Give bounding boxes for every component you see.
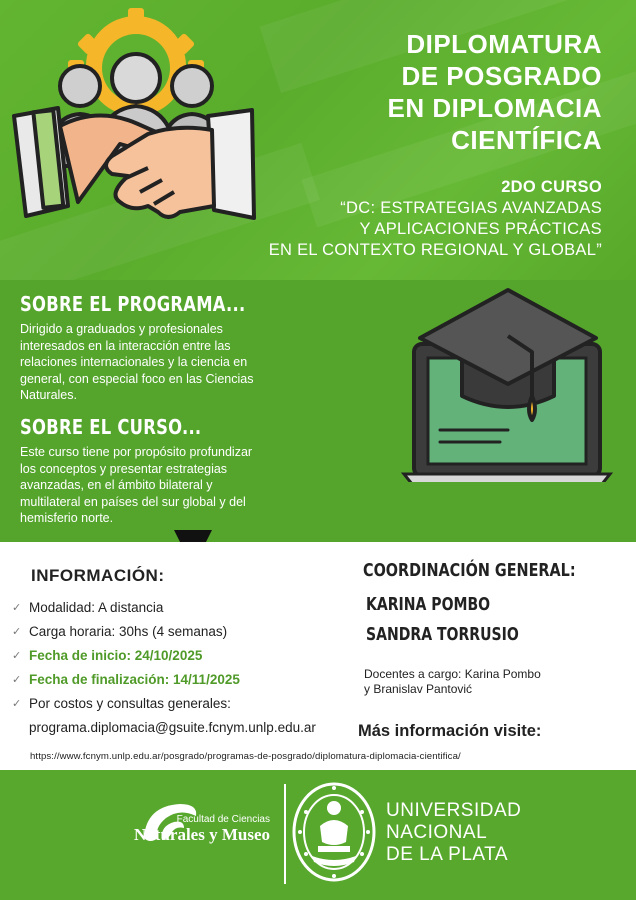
- course-body: Este curso tiene por propósito profundizar los conceptos y presentar estrategias avanzadas, en el ámbito bilateral y multilateral en países del sur global y del hemisferio norte.: [20, 445, 253, 525]
- course-title: 2DO CURSO “DC: ESTRATEGIAS AVANZADAS Y APLICACIONES PRÁCTICAS EN EL CONTEXTO REGIONAL Y GLOBAL”: [268, 178, 602, 259]
- more-info-label: Más información visite:: [358, 722, 542, 740]
- check-icon: ✓: [12, 674, 22, 686]
- hero-banner: [0, 0, 636, 280]
- info-list: [12, 596, 316, 740]
- coordination-title: COORDINACIÓN GENERAL:: [363, 560, 576, 581]
- university-name: UNIVERSIDAD NACIONAL DE LA PLATA: [386, 800, 522, 865]
- coordinator-name: SANDRA TORRUSIO: [366, 624, 519, 645]
- info-title: INFORMACIÓN:: [31, 566, 165, 585]
- check-icon: ✓: [12, 602, 22, 614]
- list-item: ✓ Carga horaria: 30hs (4 semanas): [12, 620, 316, 644]
- contact-email[interactable]: programa.diplomacia@gsuite.fcnym.unlp.edu.ar: [29, 720, 316, 735]
- coordinator-name: KARINA POMBO: [366, 594, 491, 615]
- university-seal-icon: [292, 782, 376, 882]
- docentes-text: Docentes a cargo: Karina Pombo y Branislav Pantović: [364, 667, 541, 696]
- footer-divider: [284, 784, 286, 884]
- list-item: ✓ Fecha de inicio: 24/10/2025: [12, 644, 316, 668]
- laptop-icon: [400, 286, 614, 482]
- program-body: Dirigido a graduados y profesionales interesados en la interacción entre las relaciones internacionales y la ciencia en general, con especial foco en las Ciencias Naturales.: [20, 322, 254, 402]
- check-icon: ✓: [12, 650, 22, 662]
- check-icon: ✓: [12, 698, 22, 710]
- description-section: [0, 280, 636, 542]
- faculty-name: Facultad de Ciencias Naturales y Museo: [134, 814, 270, 844]
- check-icon: ✓: [12, 626, 22, 638]
- info-url-link[interactable]: https://www.fcnym.unlp.edu.ar/posgrado/programas-de-posgrado/diplomatura-diplomacia-cientifica/: [30, 751, 461, 762]
- program-heading: SOBRE EL PROGRAMA...: [20, 292, 246, 316]
- hero-title: DIPLOMATURA DE POSGRADO EN DIPLOMACIA CIENTÍFICA: [387, 29, 602, 155]
- course-heading: SOBRE EL CURSO...: [20, 415, 202, 439]
- info-section: [0, 542, 636, 770]
- footer: [0, 770, 636, 900]
- list-item: ✓ Por costos y consultas generales:: [12, 692, 316, 716]
- list-item: ✓ Fecha de finalización: 14/11/2025: [12, 668, 316, 692]
- list-item: ✓ Modalidad: A distancia: [12, 596, 316, 620]
